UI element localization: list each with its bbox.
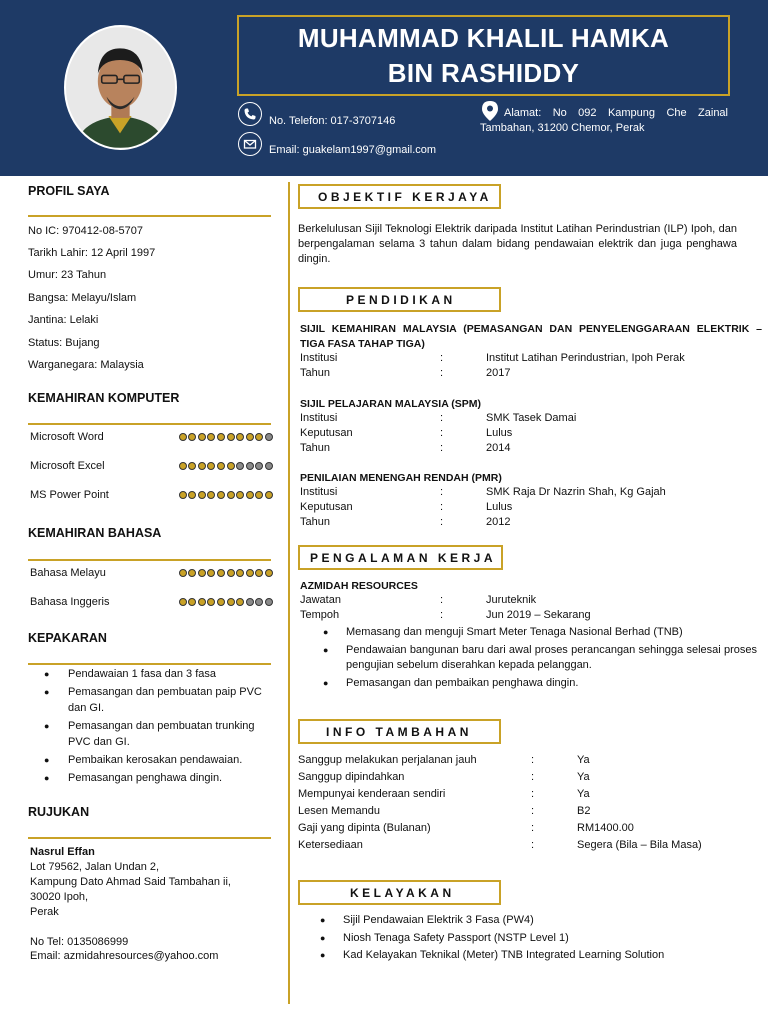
objective-text: Berkelulusan Sijil Teknologi Elektrik daripada Institut Latihan Perindustrian (ILP) Ipoh, dan berpengalaman selama 3 tahun dalam bidang pendawaian elektrik dan juga penghawa dingin. [298, 223, 737, 265]
rating-dot [179, 433, 187, 441]
list-item: ● Pemasangan dan pembuatan paip PVC dan GI. [44, 684, 272, 716]
language-label: Bahasa Melayu [30, 567, 106, 579]
rating-dot [217, 491, 225, 499]
row-key: Tahun [300, 516, 330, 528]
list-item: ● Memasang dan menguji Smart Meter Tenaga Nasional Berhad (TNB) [323, 625, 757, 641]
row-colon: : [440, 367, 444, 379]
row-key: Tahun [300, 442, 330, 454]
info-row [298, 754, 758, 771]
row-value: Ya [577, 788, 590, 800]
envelope-icon [238, 132, 262, 156]
list-item: ● Kad Kelayakan Teknikal (Meter) TNB Integrated Learning Solution [320, 948, 760, 964]
list-item: ● Pemasangan dan pembuatan trunking PVC dan GI. [44, 718, 272, 750]
rating-dot [217, 462, 225, 470]
row-value: Juruteknik [486, 594, 537, 606]
row-colon: : [440, 427, 444, 439]
rating-dot [236, 462, 244, 470]
skill-rating [179, 491, 273, 499]
row-value: 2012 [486, 516, 511, 528]
row-key: Tempoh [300, 609, 340, 621]
rating-dot [217, 598, 225, 606]
row-key: Keputusan [300, 427, 353, 439]
list-item: ● Pemasangan dan pembaikan penghawa dingin. [323, 676, 757, 692]
skill-rating [179, 462, 273, 470]
rating-dot [236, 491, 244, 499]
education-row [300, 412, 760, 427]
rating-dot [179, 598, 187, 606]
rating-dot [246, 433, 254, 441]
row-colon: : [440, 486, 444, 498]
language-row [30, 596, 273, 608]
row-key: Sanggup melakukan perjalanan jauh [298, 754, 477, 766]
row-key: Institusi [300, 352, 338, 364]
rating-dot [188, 462, 196, 470]
education-heading: PENDIDIKAN [298, 287, 501, 312]
row-value: RM1400.00 [577, 822, 634, 834]
rating-dot [236, 569, 244, 577]
row-key: Jawatan [300, 594, 341, 606]
profile-gender: Jantina: Lelaki [28, 314, 99, 326]
list-item: ● Niosh Tenaga Safety Passport (NSTP Level 1) [320, 931, 760, 947]
reference-address-line: Kampung Dato Ahmad Said Tambahan ii, [30, 876, 231, 888]
row-value: B2 [577, 805, 591, 817]
expertise-heading: KEPAKARAN [28, 631, 107, 645]
skill-label: MS Power Point [30, 489, 109, 501]
row-colon: : [531, 805, 535, 817]
address-text: Alamat: No 092 Kampung Che Zainal Tambahan, 31200 Chemor, Perak [480, 107, 728, 134]
rating-dot [188, 433, 196, 441]
skill-label: Microsoft Word [30, 431, 104, 443]
list-item: ● Pendawaian 1 fasa dan 3 fasa [44, 666, 272, 682]
row-value: SMK Raja Dr Nazrin Shah, Kg Gajah [486, 486, 666, 498]
row-value: Institut Latihan Perindustrian, Ipoh Perak [486, 352, 685, 364]
skill-row [30, 460, 273, 472]
row-colon: : [440, 352, 444, 364]
email-text: Email: guakelam1997@gmail.com [269, 144, 437, 156]
profile-rule [28, 215, 271, 217]
skill-row [30, 431, 273, 443]
rating-dot [207, 598, 215, 606]
rating-dot [255, 569, 263, 577]
rating-dot [207, 491, 215, 499]
info-row [298, 822, 758, 839]
rating-dot [265, 598, 273, 606]
row-value: SMK Tasek Damai [486, 412, 577, 424]
profile-race: Bangsa: Melayu/Islam [28, 292, 137, 304]
phone-icon [238, 102, 262, 126]
info-row [298, 788, 758, 805]
row-value: Lulus [486, 427, 513, 439]
full-name-line2: BIN RASHIDDY [387, 57, 580, 88]
expertise-list [44, 666, 272, 788]
education-row [300, 352, 760, 367]
experience-row [300, 609, 760, 624]
rating-dot [227, 569, 235, 577]
rating-dot [188, 491, 196, 499]
education-row [300, 486, 760, 501]
qualification-title: SIJIL PELAJARAN MALAYSIA (SPM) [300, 398, 482, 410]
row-key: Sanggup dipindahkan [298, 771, 405, 783]
rating-dot [179, 491, 187, 499]
rating-dot [255, 491, 263, 499]
rating-dot [217, 569, 225, 577]
row-key: Gaji yang dipinta (Bulanan) [298, 822, 431, 834]
row-colon: : [440, 516, 444, 528]
phone-text: No. Telefon: 017-3707146 [269, 115, 396, 127]
rating-dot [198, 462, 206, 470]
row-colon: : [440, 594, 444, 606]
rating-dot [188, 569, 196, 577]
row-colon: : [440, 442, 444, 454]
education-row [300, 501, 760, 516]
profile-heading: PROFIL SAYA [28, 184, 110, 198]
rating-dot [227, 491, 235, 499]
certifications-heading: KELAYAKAN [298, 880, 501, 905]
language-label: Bahasa Inggeris [30, 596, 110, 608]
row-key: Ketersediaan [298, 839, 363, 851]
row-colon: : [440, 609, 444, 621]
row-value: Jun 2019 – Sekarang [486, 609, 591, 621]
profile-status: Status: Bujang [28, 337, 100, 349]
qualification-title: PENILAIAN MENENGAH RENDAH (PMR) [300, 472, 502, 484]
education-row [300, 516, 760, 531]
rating-dot [246, 598, 254, 606]
row-key: Lesen Memandu [298, 805, 380, 817]
rating-dot [227, 433, 235, 441]
phone-contact [238, 101, 395, 127]
header-banner [0, 0, 768, 176]
education-row [300, 427, 760, 442]
computer-skills-heading: KEMAHIRAN KOMPUTER [28, 391, 180, 405]
row-colon: : [531, 754, 535, 766]
row-colon: : [531, 822, 535, 834]
company-name: AZMIDAH RESOURCES [300, 580, 418, 592]
list-item: ● Pemasangan penghawa dingin. [44, 770, 272, 786]
rating-dot [207, 462, 215, 470]
skill-row [30, 489, 273, 501]
education-row [300, 442, 760, 457]
experience-heading: PENGALAMAN KERJA [298, 545, 503, 570]
row-key: Institusi [300, 486, 338, 498]
row-key: Keputusan [300, 501, 353, 513]
rating-dot [246, 462, 254, 470]
row-key: Institusi [300, 412, 338, 424]
additional-heading: INFO TAMBAHAN [298, 719, 501, 744]
reference-address-line: Lot 79562, Jalan Undan 2, [30, 861, 160, 873]
language-skills-rule [28, 559, 271, 561]
rating-dot [265, 491, 273, 499]
language-rating [179, 569, 273, 577]
rating-dot [246, 491, 254, 499]
rating-dot [255, 462, 263, 470]
rating-dot [265, 462, 273, 470]
rating-dot [217, 433, 225, 441]
rating-dot [246, 569, 254, 577]
language-skills-heading: KEMAHIRAN BAHASA [28, 526, 162, 540]
duties-list [323, 625, 757, 693]
info-row [298, 771, 758, 788]
profile-ic: No IC: 970412-08-5707 [28, 225, 143, 237]
row-value: Ya [577, 771, 590, 783]
list-item: ● Pendawaian bangunan baru dari awal proses perancangan sehingga selesai proses pengujian sebelum diserahkan kepada pelanggan. [323, 643, 757, 674]
rating-dot [265, 569, 273, 577]
reference-email: Email: azmidahresources@yahoo.com [30, 950, 219, 962]
row-colon: : [440, 501, 444, 513]
row-value: 2014 [486, 442, 511, 454]
reference-rule [28, 837, 271, 839]
row-value: Ya [577, 754, 590, 766]
certifications-list [320, 913, 760, 966]
profile-dob: Tarikh Lahir: 12 April 1997 [28, 247, 156, 259]
info-row [298, 805, 758, 822]
rating-dot [188, 598, 196, 606]
language-rating [179, 598, 273, 606]
rating-dot [198, 598, 206, 606]
email-contact [238, 132, 436, 156]
info-row [298, 839, 758, 856]
computer-skills-rule [28, 423, 271, 425]
objective-heading: OBJEKTIF KERJAYA [298, 184, 501, 209]
rating-dot [227, 598, 235, 606]
row-key: Tahun [300, 367, 330, 379]
rating-dot [179, 462, 187, 470]
rating-dot [265, 433, 273, 441]
row-colon: : [531, 839, 535, 851]
experience-row [300, 594, 760, 609]
qualification-title: SIJIL KEMAHIRAN MALAYSIA (PEMASANGAN DAN PENYELENGGARAAN ELEKTRIK – TIGA FASA TAHAP TIGA) [300, 323, 762, 350]
reference-name: Nasrul Effan [30, 846, 95, 858]
list-item: ● Pembaikan kerosakan pendawaian. [44, 752, 272, 768]
profile-citizenship: Warganegara: Malaysia [28, 359, 144, 371]
reference-phone: No Tel: 0135086999 [30, 936, 129, 948]
language-row [30, 567, 273, 579]
rating-dot [255, 598, 263, 606]
row-colon: : [531, 771, 535, 783]
column-divider [288, 182, 290, 1004]
skill-rating [179, 433, 273, 441]
reference-address-line: Perak [30, 906, 59, 918]
row-colon: : [440, 412, 444, 424]
profile-age: Umur: 23 Tahun [28, 269, 107, 281]
rating-dot [198, 569, 206, 577]
row-value: Segera (Bila – Bila Masa) [577, 839, 702, 851]
rating-dot [236, 598, 244, 606]
rating-dot [207, 569, 215, 577]
expertise-rule [28, 663, 271, 665]
name-box [237, 15, 730, 96]
education-row [300, 367, 760, 382]
rating-dot [207, 433, 215, 441]
reference-heading: RUJUKAN [28, 805, 90, 819]
row-key: Mempunyai kenderaan sendiri [298, 788, 446, 800]
rating-dot [198, 433, 206, 441]
person-portrait-icon [66, 27, 175, 148]
rating-dot [198, 491, 206, 499]
row-value: Lulus [486, 501, 513, 513]
profile-photo [64, 25, 177, 150]
row-value: 2017 [486, 367, 511, 379]
row-colon: : [531, 788, 535, 800]
rating-dot [179, 569, 187, 577]
full-name-line1: MUHAMMAD KHALIL HAMKA [297, 22, 670, 53]
list-item: ● Sijil Pendawaian Elektrik 3 Fasa (PW4) [320, 913, 760, 929]
rating-dot [227, 462, 235, 470]
rating-dot [255, 433, 263, 441]
skill-label: Microsoft Excel [30, 460, 105, 472]
rating-dot [236, 433, 244, 441]
reference-address-line: 30020 Ipoh, [30, 891, 89, 903]
